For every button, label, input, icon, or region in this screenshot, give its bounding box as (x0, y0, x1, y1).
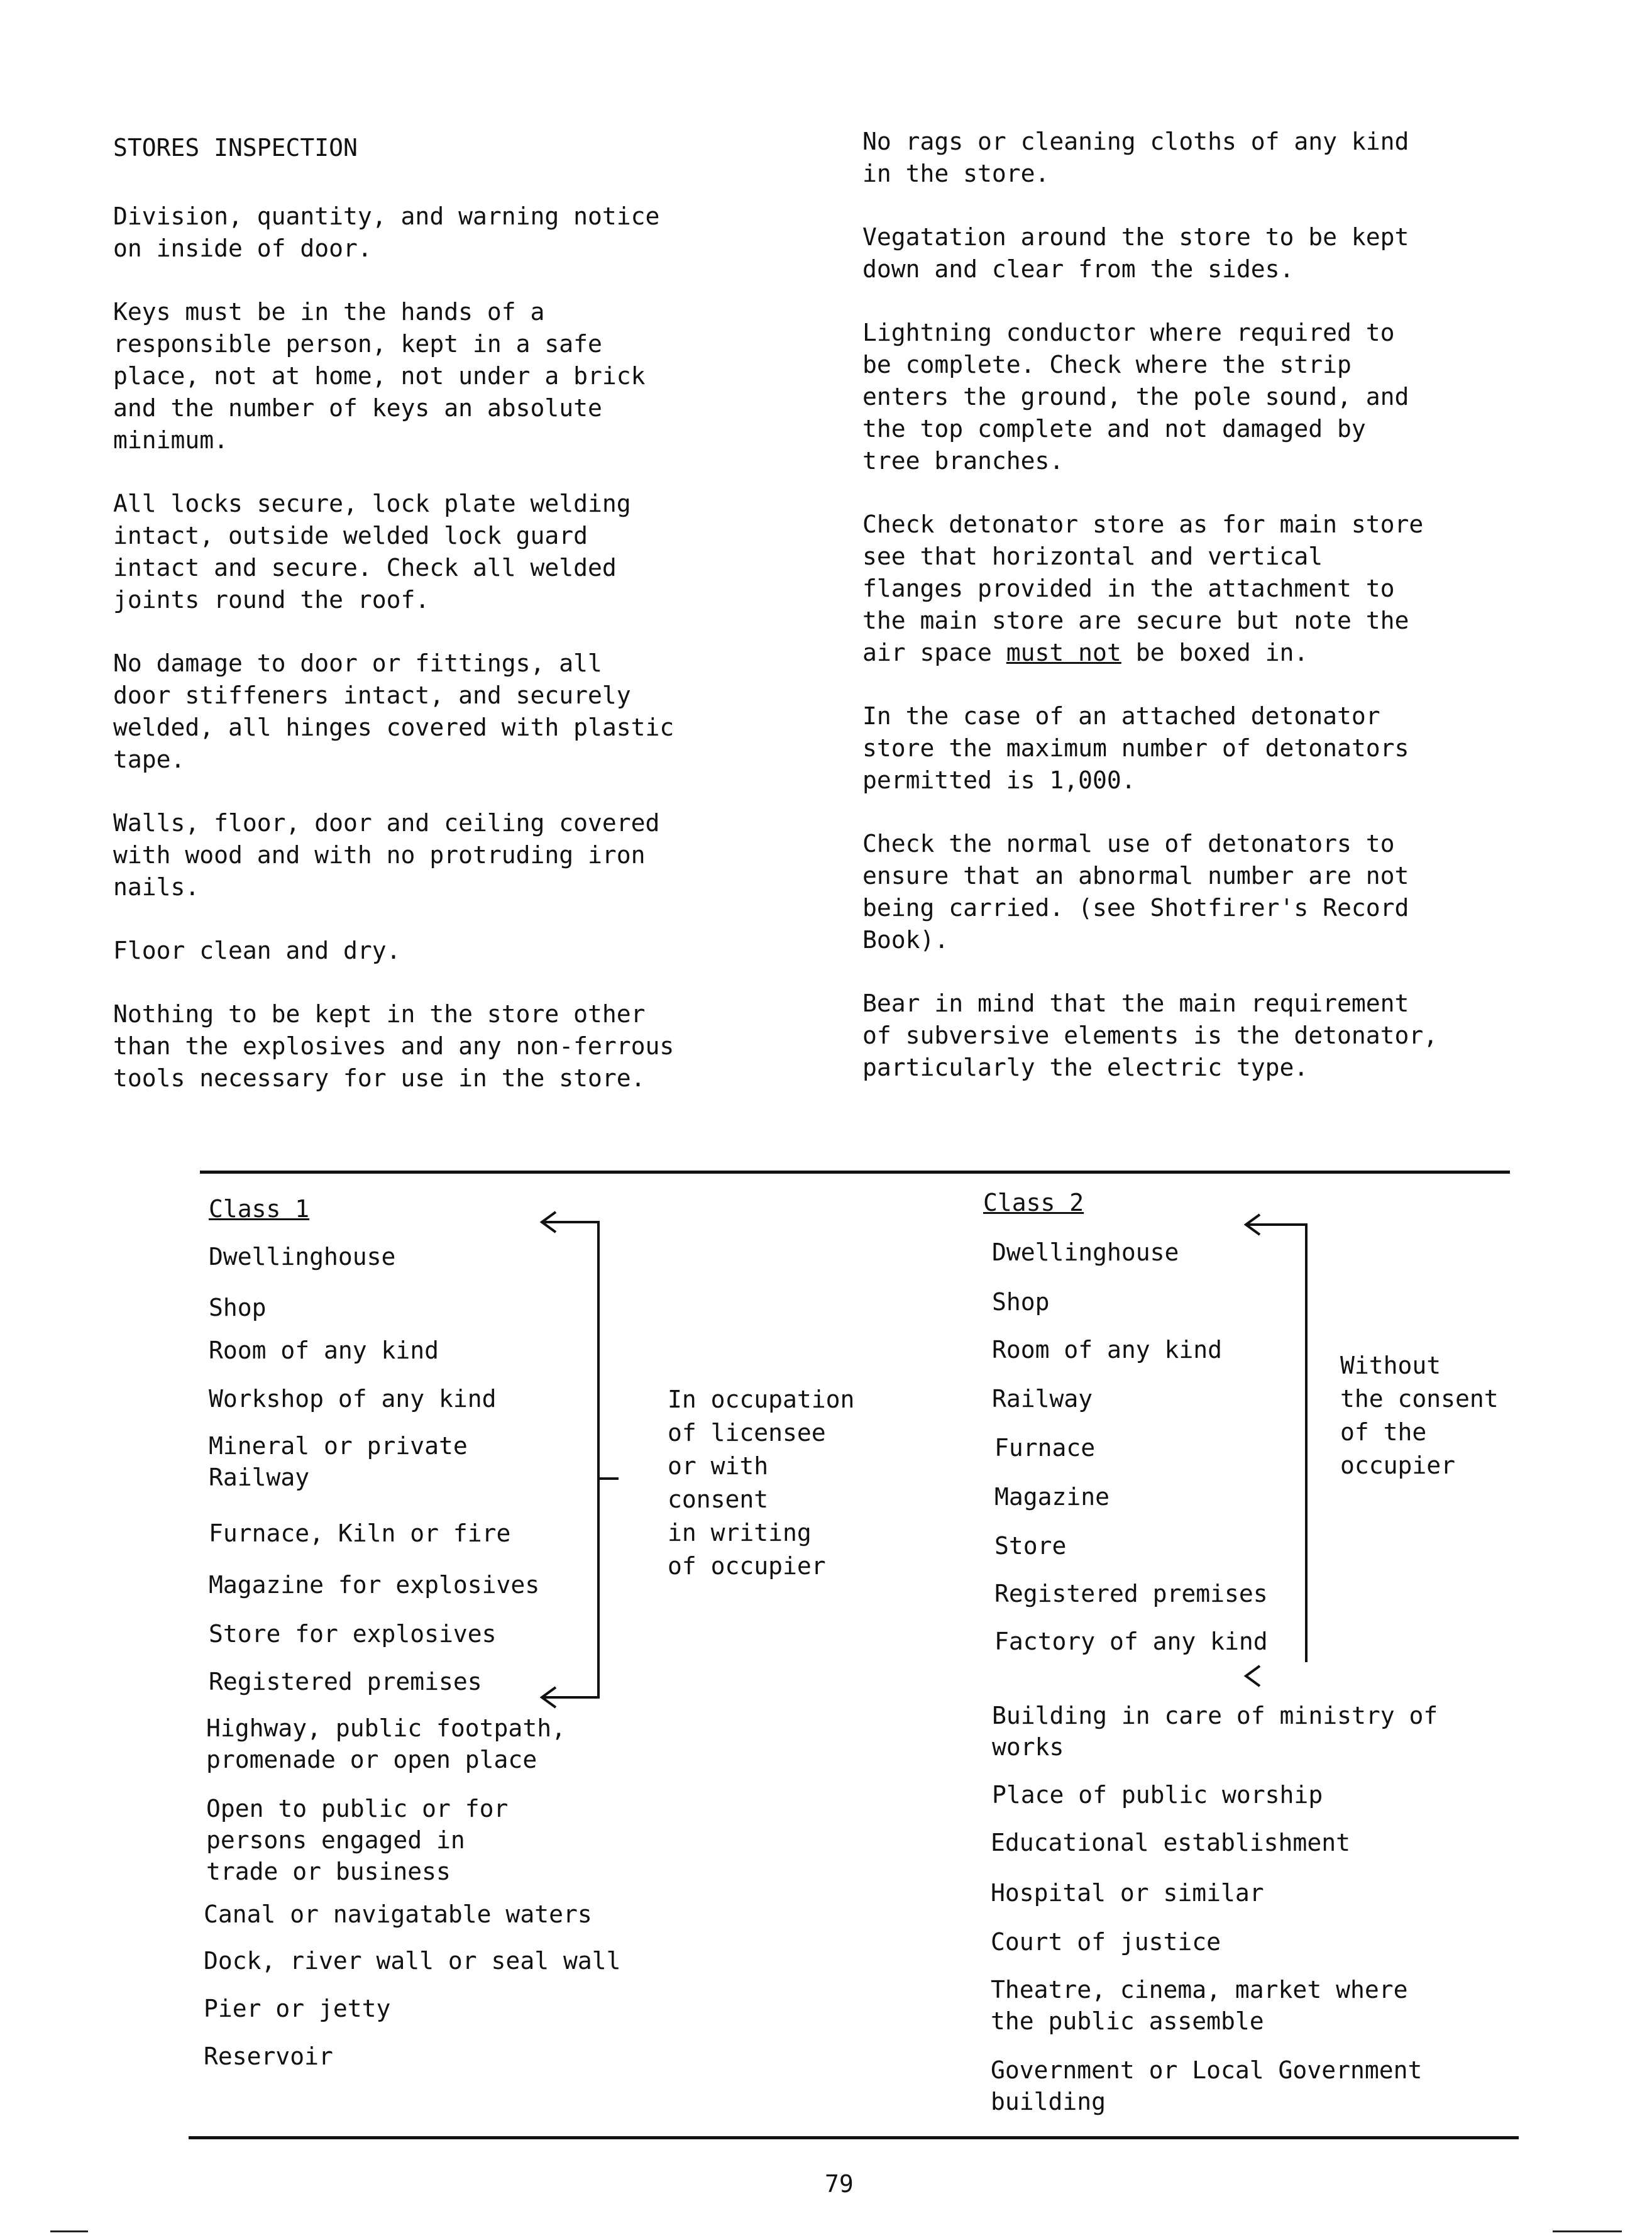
class2-item: Store (994, 1532, 1067, 1560)
class2-label: Class 2 (983, 1189, 1084, 1216)
paragraph-locks: All locks secure, lock plate welding intact, outside welded lock guard intact and secure. Check all welded joints round the roof. (113, 490, 631, 614)
paragraph-contents: Nothing to be kept in the store other than the explosives and any non-ferrous tools necessary for use in the store. (113, 1000, 675, 1092)
class2-item: Furnace (994, 1434, 1096, 1462)
scan-artifact (50, 2230, 88, 2232)
section-heading: STORES INSPECTION (113, 134, 358, 162)
class1-bracket-note: In occupation of licensee or with consent in writing of occupier (668, 1386, 855, 1580)
class1-item: Open to public or for persons engaged in trade or business (206, 1795, 509, 1885)
class2-item: Shop (992, 1288, 1050, 1316)
class1-item: Furnace, Kiln or fire (209, 1519, 511, 1547)
class1-bracket (528, 1207, 622, 1710)
paragraph-max-detonators: In the case of an attached detonator store the maximum number of detonators permitted is 1,000. (862, 702, 1409, 794)
class1-item: Highway, public footpath, promenade or open place (206, 1714, 566, 1773)
left-text-column (113, 132, 754, 1126)
air-space-after: be boxed in. (1121, 639, 1309, 666)
class1-item: Pier or jetty (204, 1995, 391, 2022)
paragraph-door-notice: Division, quantity, and warning notice on inside of door. (113, 202, 660, 262)
class1-item: Dock, river wall or seal wall (204, 1947, 621, 1975)
class1-item: Magazine for explosives (209, 1571, 540, 1599)
class2-item: Theatre, cinema, market where the public assemble (991, 1976, 1408, 2035)
class1-label: Class 1 (209, 1195, 310, 1223)
page-number: 79 (825, 2170, 854, 2198)
class2-item: Dwellinghouse (992, 1238, 1179, 1266)
class1-item: Mineral or private Railway (209, 1432, 468, 1491)
class1-item: Room of any kind (209, 1337, 439, 1364)
class1-item: Store for explosives (209, 1620, 497, 1648)
right-text-column (862, 126, 1529, 1115)
detonator-store-text: Check detonator store as for main store see that horizontal and vertical flanges provided in the attachment to the main store are secure but note the (862, 510, 1424, 634)
class2-item: Place of public worship (992, 1781, 1323, 1809)
class2-bracket (1232, 1207, 1308, 1697)
table-bottom-rule (189, 2136, 1519, 2139)
air-space-before: air space (862, 639, 1006, 666)
class1-item: Canal or navigatable waters (204, 1900, 592, 1928)
scan-artifact (1553, 2230, 1622, 2232)
class1-item: Workshop of any kind (209, 1385, 497, 1413)
class2-item: Educational establishment (991, 1829, 1350, 1856)
paragraph-normal-use: Check the normal use of detonators to ensure that an abnormal number are not being carried. (see Shotfirer's Record Book). (862, 830, 1409, 954)
class2-item: Registered premises (994, 1580, 1268, 1607)
class2-item: Factory of any kind (994, 1628, 1268, 1655)
paragraph-walls: Walls, floor, door and ceiling covered with wood and with no protruding iron nails. (113, 809, 660, 901)
class1-item: Registered premises (209, 1668, 482, 1695)
class1-item: Reservoir (204, 2042, 333, 2070)
class2-item: Railway (992, 1385, 1093, 1413)
class2-item: Court of justice (991, 1928, 1221, 1956)
paragraph-vegetation: Vegatation around the store to be kept down and clear from the sides. (862, 223, 1409, 283)
class2-item: Hospital or similar (991, 1879, 1264, 1907)
class2-item: Government or Local Government building (991, 2056, 1423, 2115)
paragraph-floor: Floor clean and dry. (113, 937, 401, 964)
must-not-underlined: must not (1006, 639, 1121, 666)
paragraph-detonator-store (862, 509, 1529, 669)
class2-item: Building in care of ministry of works (992, 1702, 1438, 1761)
paragraph-rags: No rags or cleaning cloths of any kind in the store. (862, 128, 1409, 187)
paragraph-keys: Keys must be in the hands of a responsible person, kept in a safe place, not at home, not under a brick and the number of keys an absolute minimum. (113, 298, 646, 454)
table-top-rule (200, 1171, 1510, 1174)
class2-bracket-note: Without the consent of the occupier (1340, 1352, 1499, 1479)
class1-item: Shop (209, 1294, 267, 1321)
paragraph-lightning: Lightning conductor where required to be complete. Check where the strip enters the ground, the pole sound, and the top complete and not damaged by tree branches. (862, 319, 1409, 475)
class2-item: Magazine (994, 1483, 1110, 1511)
paragraph-subversive: Bear in mind that the main requirement of subversive elements is the detonator, particularly the electric type. (862, 989, 1438, 1081)
class1-item: Dwellinghouse (209, 1243, 396, 1271)
class2-item: Room of any kind (992, 1336, 1223, 1364)
paragraph-door-damage: No damage to door or fittings, all door stiffeners intact, and securely welded, all hinges covered with plastic tape. (113, 649, 675, 773)
